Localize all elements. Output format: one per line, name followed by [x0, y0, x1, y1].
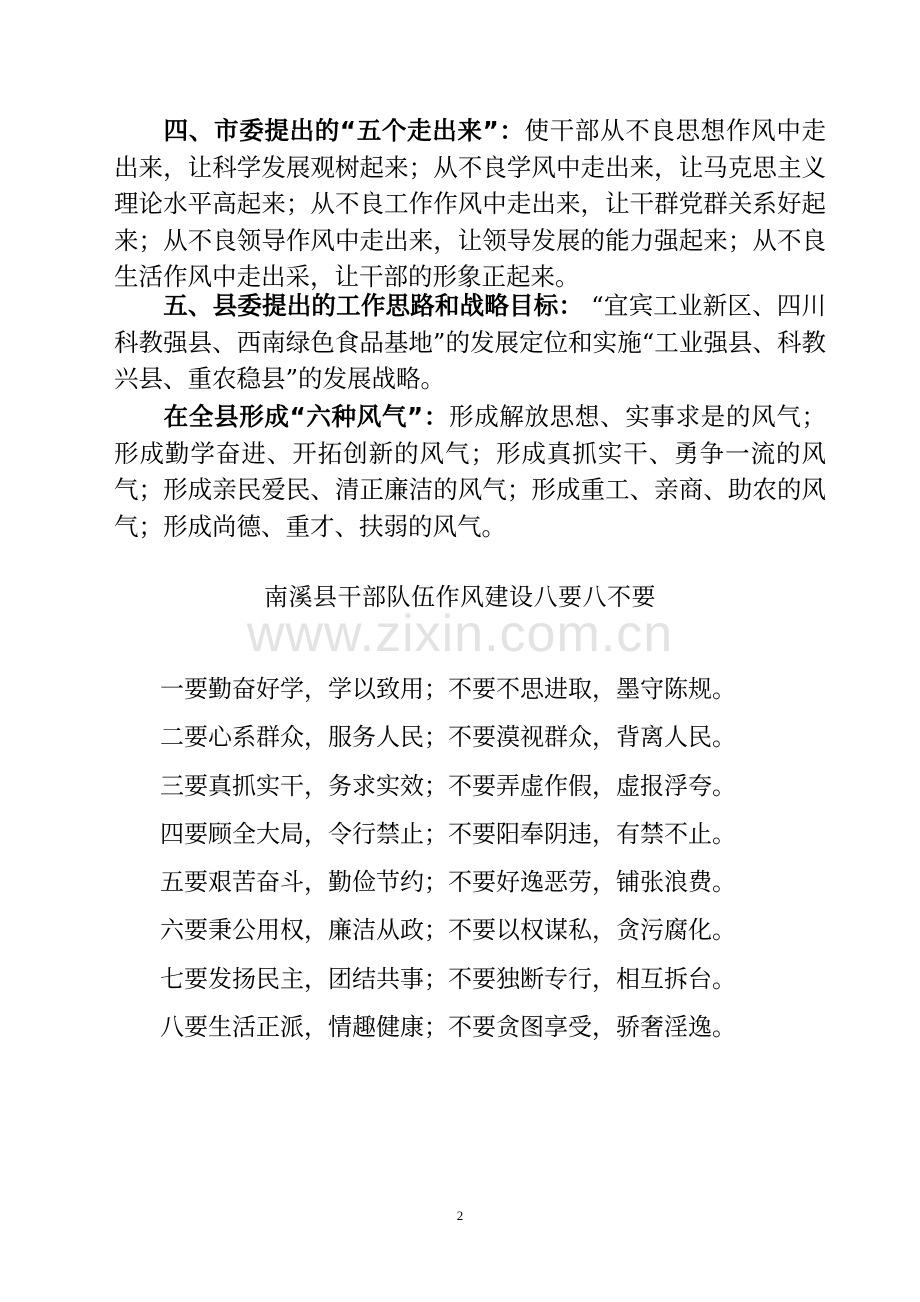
- paragraph-body: “宜宾工业新区、四川科教强县、西南绿色食品基地”的发展定位和实施“工业强县、科教兴县、重农稳县”的发展战略。: [114, 291, 826, 393]
- section-title: 南溪县干部队伍作风建设八要八不要: [264, 583, 656, 611]
- paragraph-six-atmospheres: [114, 399, 826, 545]
- paragraph-body: 使干部从不良思想作风中走出来，让科学发展观树起来；从不良学风中走出来，让马克思主义理论水平高起来；从不良工作作风中走出来，让干群党群关系好起来；从不良领导作风中走出来，让领导发展的能力强起来；从不良生活作风中走出采，让干部的形象正起来。: [114, 116, 826, 291]
- rule-item: 三要真抓实干，务求实效；不要弄虚作假，虚报浮夸。: [160, 771, 736, 800]
- rule-item: 四要顾全大局，令行禁止；不要阳奉阴违，有禁不止。: [160, 819, 736, 848]
- rule-item: 六要秉公用权，廉洁从政；不要以权谋私，贪污腐化。: [160, 916, 736, 945]
- paragraph-heading: 四、市委提出的“五个走出来”：: [163, 116, 525, 145]
- paragraph-heading: 在全县形成“六种风气”：: [163, 402, 450, 431]
- rule-item: 五要艰苦奋斗，勤俭节约；不要好逸恶劳，铺张浪费。: [160, 868, 736, 897]
- rule-item: 一要勤奋好学，学以致用；不要不思进取，墨守陈规。: [160, 675, 736, 703]
- paragraph-heading: 五、县委提出的工作思路和战略目标：: [163, 291, 584, 320]
- paragraph-body: 形成解放思想、实事求是的风气；形成勤学奋进、开拓创新的风气；形成真抓实干、勇争一流的风气；形成亲民爱民、清正廉洁的风气；形成重工、亲商、助农的风气；形成尚德、重才、扶弱的风气。: [114, 402, 827, 541]
- rule-item: 二要心系群众，服务人民；不要漠视群众，背离人民。: [160, 723, 736, 752]
- rule-item: 八要生活正派，情趣健康；不要贪图享受，骄奢淫逸。: [160, 1013, 736, 1042]
- paragraph-five-walk-outs: [114, 113, 826, 296]
- watermark: www.zixin.com.cn: [246, 605, 674, 663]
- page-number: 2: [456, 1208, 464, 1223]
- paragraph-county-strategy: [114, 288, 826, 398]
- rule-item: 七要发扬民主，团结共事；不要独断专行，相互拆台。: [160, 964, 736, 993]
- rules-list: [160, 668, 780, 1054]
